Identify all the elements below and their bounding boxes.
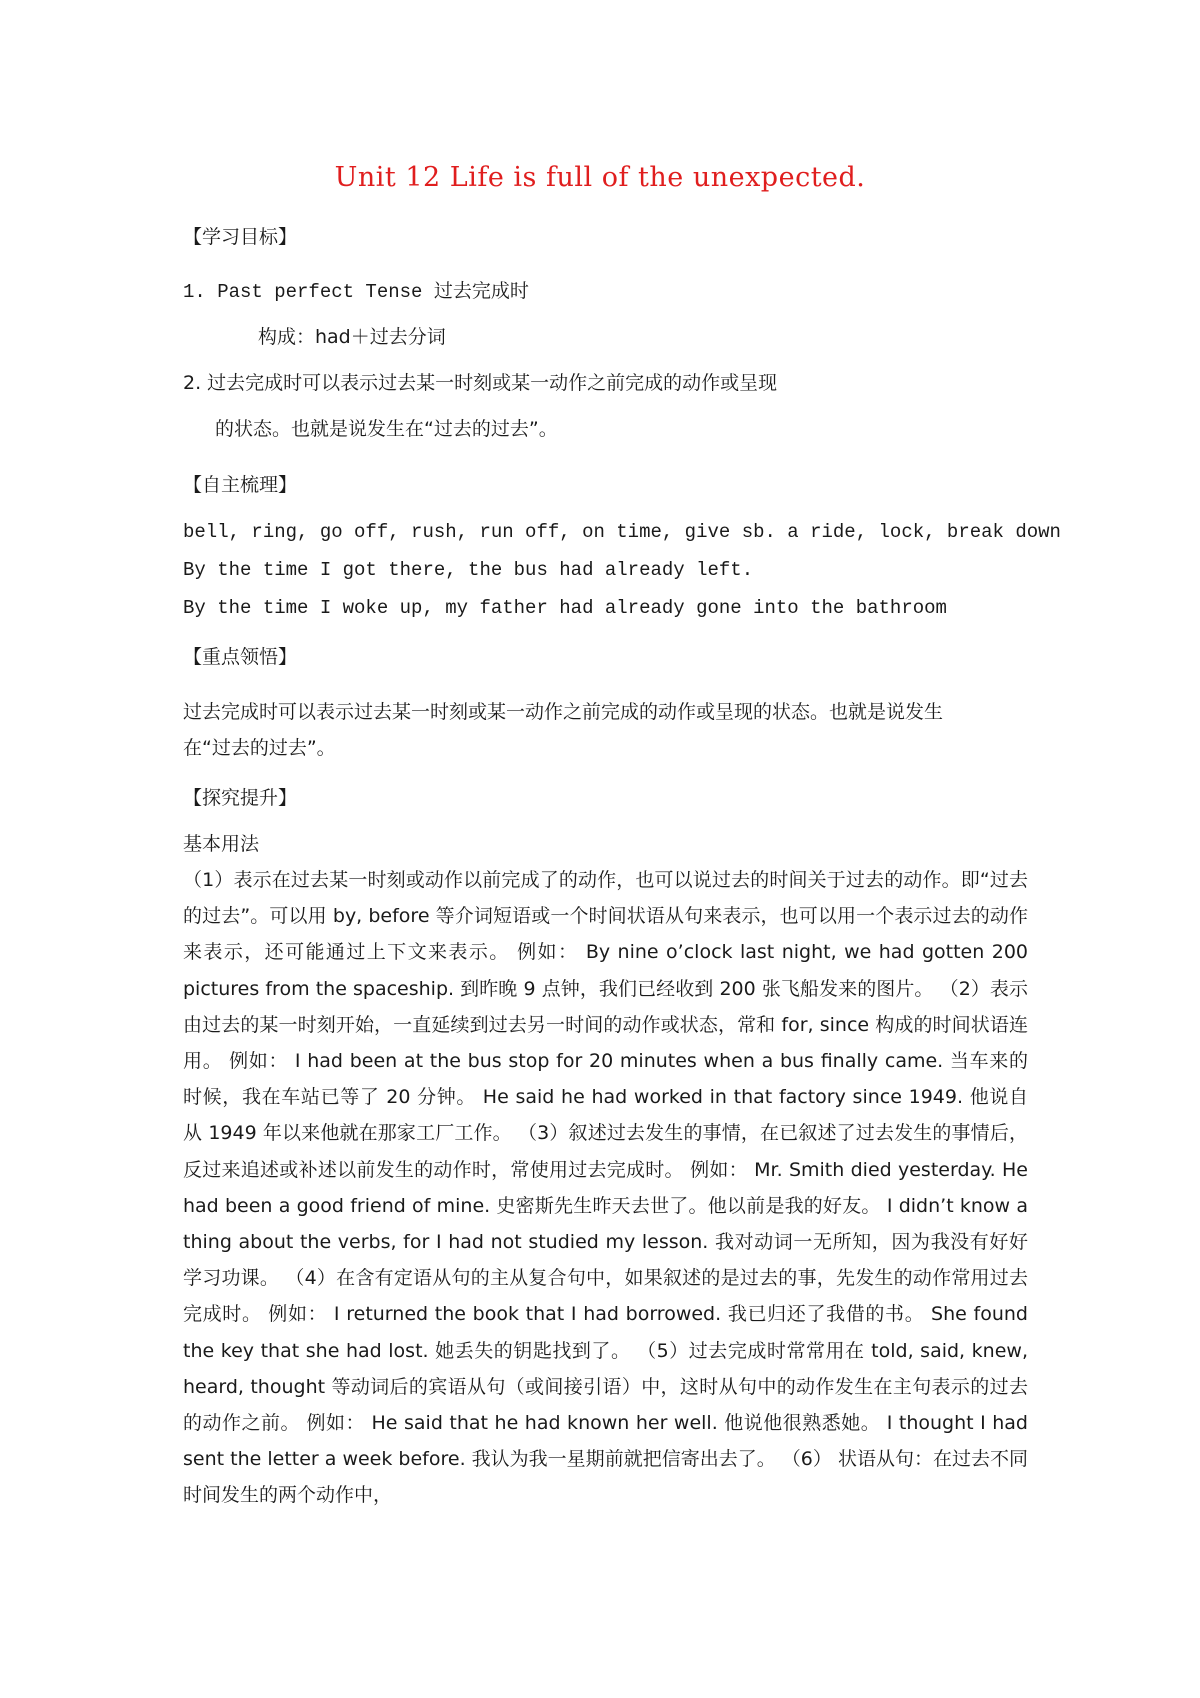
objective-item-1-structure: 构成：had＋过去分词: [258, 326, 446, 348]
self-study-heading: 【自主梳理】: [183, 474, 298, 496]
explore-heading: 【探究提升】: [183, 787, 298, 809]
key-points-line-1: 过去完成时可以表示过去某一时刻或某一动作之前完成的动作或呈现的状态。也就是说发生: [183, 701, 944, 723]
basic-usage-subheading: 基本用法: [183, 833, 260, 855]
objectives-heading: 【学习目标】: [183, 226, 298, 248]
vocabulary-list: bell, ring, go off, rush, run off, on time, give sb. a ride, lock, break down: [183, 521, 1061, 543]
example-sentence-2: By the time I woke up, my father had already gone into the bathroom: [183, 597, 947, 619]
basic-usage-body: （1）表示在过去某一时刻或动作以前完成了的动作，也可以说过去的时间关于过去的动作。即“过去的过去”。可以用 by, before 等介词短语或一个时间状语从句来表示，也可以用一个表示过去的动作来表示，还可能通过上下文来表示。 例如： By nine o’clock last night, we had gotten 200 pictures from the spaceship. 到昨晚 9 点钟，我们已经收到 200 张飞船发来的图片。 （2）表示由过去的某一时刻开始，一直延续到过去另一时间的动作或状态，常和 for, since 构成的时间状语连用。 例如： I had been at the bus stop for 20 minutes when a bus finally came. 当车来的时候，我在车站已等了 20 分钟。 He said he had worked in that factory since 1949. 他说自从 1949 年以来他就在那家工厂工作。 （3）叙述过去发生的事情，在已叙述了过去发生的事情后，反过来追述或补述以前发生的动作时，常使用过去完成时。 例如： Mr. Smith died yesterday. He had been a good friend of mine. 史密斯先生昨天去世了。他以前是我的好友。 I didn’t know a thing about the verbs, for I had not studied my lesson. 我对动词一无所知，因为我没有好好学习功课。 （4）在含有定语从句的主从复合句中，如果叙述的是过去的事，先发生的动作常用过去完成时。 例如： I returned the book that I had borrowed. 我已归还了我借的书。 She found the key that she had lost. 她丢失的钥匙找到了。 （5）过去完成时常常用在 told, said, knew, heard, thought 等动词后的宾语从句（或间接引语）中，这时从句中的动作发生在主句表示的过去的动作之前。 例如： He said that he had known her well. 他说他很熟悉她。 I thought I had sent the letter a week before. 我认为我一星期前就把信寄出去了。 （6） 状语从句：在过去不同时间发生的两个动作中，: [183, 869, 1028, 1507]
example-sentence-1: By the time I got there, the bus had already left.: [183, 559, 754, 581]
document-title: Unit 12 Life is full of the unexpected.: [334, 162, 866, 193]
objective-item-2-line-1: 2. 过去完成时可以表示过去某一时刻或某一动作之前完成的动作或呈现: [183, 372, 778, 394]
key-points-line-2: 在“过去的过去”。: [183, 737, 336, 759]
key-points-heading: 【重点领悟】: [183, 646, 298, 668]
objective-item-2-line-2: 的状态。也就是说发生在“过去的过去”。: [215, 418, 558, 440]
objective-item-1: 1. Past perfect Tense 过去完成时: [183, 281, 529, 303]
